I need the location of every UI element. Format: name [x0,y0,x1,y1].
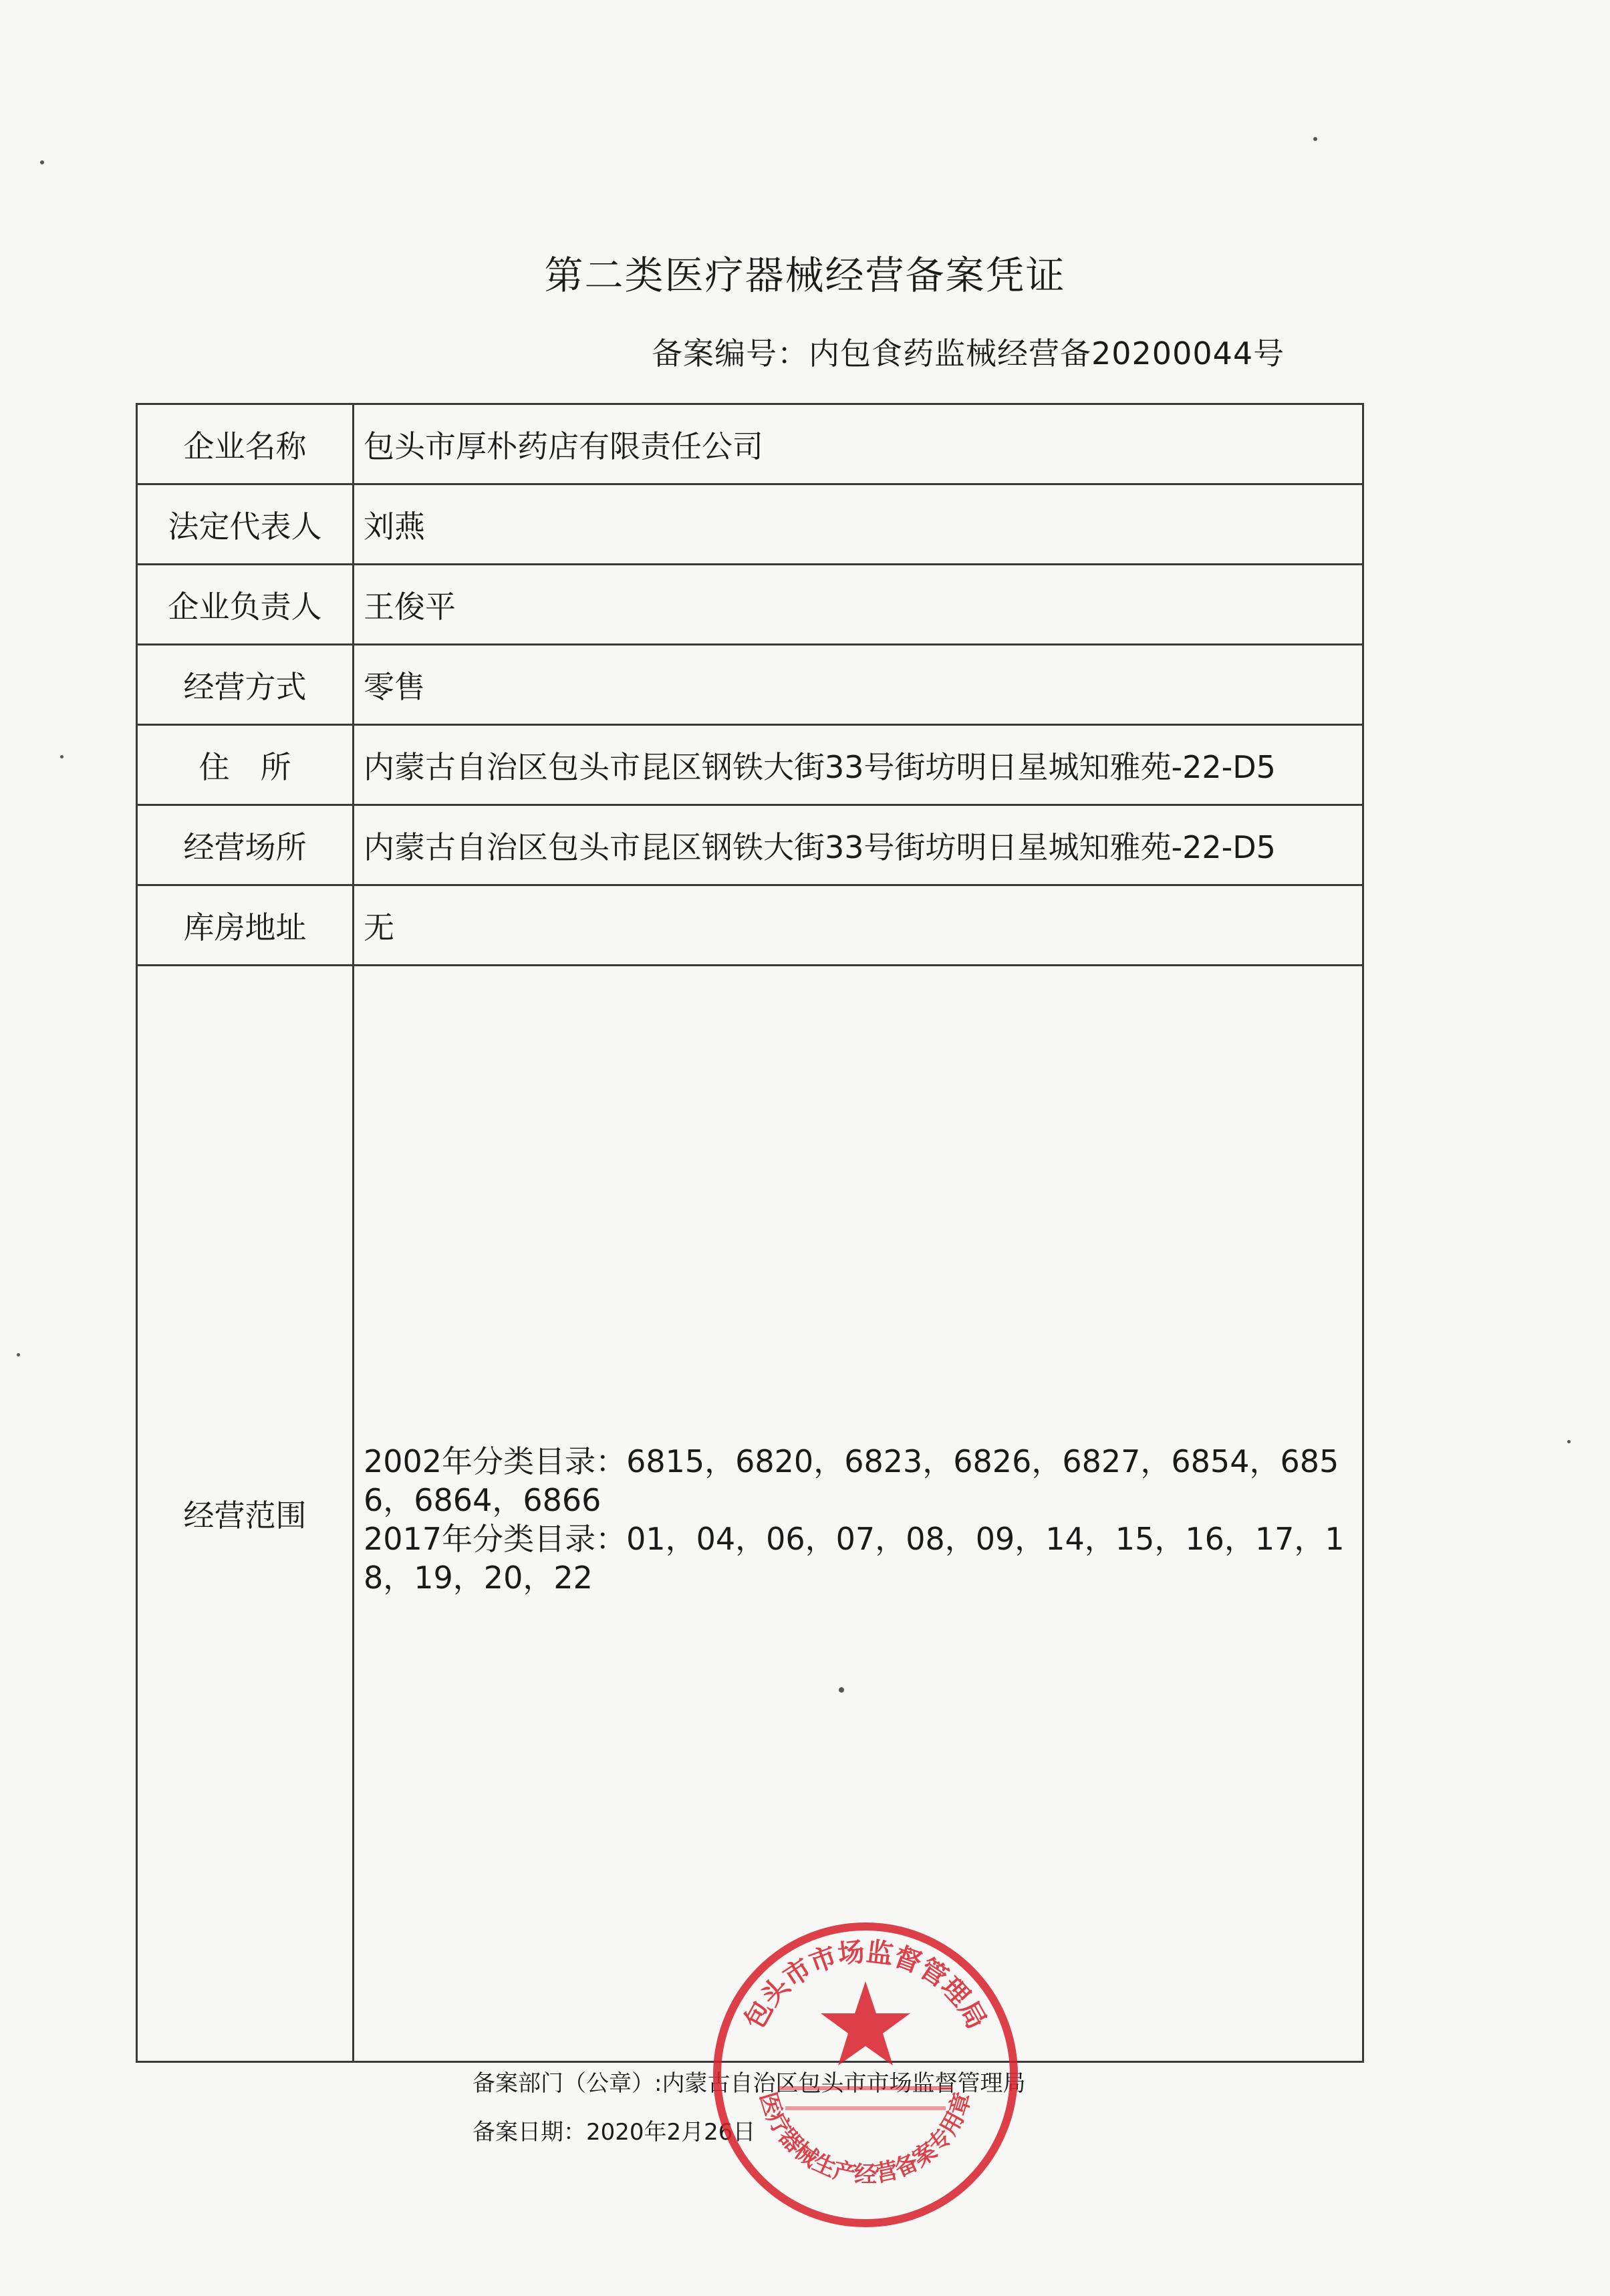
document-title: 第二类医疗器械经营备案凭证 [544,253,1066,298]
filing-number: 备案编号：内包食药监械经营备20200044号 [652,335,1285,372]
official-seal-stamp [698,1908,1033,2242]
person-in-charge-value: 王俊平 [354,565,1363,645]
table-row [137,484,1363,565]
business-premises-value: 内蒙古自治区包头市昆区钢铁大街33号街坊明日星城知雅苑-22-D5 [354,805,1363,885]
row-label: 库房地址 [137,885,354,966]
table-row [137,966,1363,2062]
scope-2002-catalog: 2002年分类目录：6815，6820，6823，6826，6827，6854，6856，6864，6866 [364,1443,1339,1518]
table-row [137,645,1363,725]
row-label: 经营场所 [137,805,354,885]
scan-speck [60,755,63,758]
scan-speck [40,160,44,164]
seal-bottom-text: 医疗器械生产经营备案专用章 [754,2089,977,2188]
scan-speck [17,1353,20,1356]
filing-date: 备案日期：2020年2月26日 [473,2119,756,2146]
scan-speck [839,1687,844,1693]
row-label: 企业负责人 [137,565,354,645]
seal-top-text: 包头市市场监督管理局 [739,1936,992,2035]
table-row [137,404,1363,484]
business-mode-value: 零售 [354,645,1363,725]
warehouse-address-value: 无 [354,885,1363,966]
row-label: 经营方式 [137,645,354,725]
row-label: 法定代表人 [137,484,354,565]
scope-2017-catalog: 2017年分类目录：01，04，06，07，08，09，14，15，16，17，18，19，20，22 [364,1521,1345,1596]
row-label: 住 所 [137,725,354,805]
table-row [137,565,1363,645]
row-label: 经营范围 [137,966,354,2062]
table-row [137,725,1363,805]
table-row [137,805,1363,885]
row-label: 企业名称 [137,404,354,484]
filing-department: 备案部门（公章）:内蒙古自治区包头市市场监督管理局 [473,2070,1026,2097]
business-scope-value [354,966,1363,2062]
company-name-value: 包头市厚朴药店有限责任公司 [354,404,1363,484]
scan-speck [1313,137,1317,141]
certificate-table [136,403,1364,2063]
scan-speck [1567,1440,1571,1443]
domicile-value: 内蒙古自治区包头市昆区钢铁大街33号街坊明日星城知雅苑-22-D5 [354,725,1363,805]
svg-text:医疗器械生产经营备案专用章 [754,2090,976,2188]
seal-star-icon [821,1981,910,2065]
legal-representative-value: 刘燕 [354,484,1363,565]
table-row [137,885,1363,966]
